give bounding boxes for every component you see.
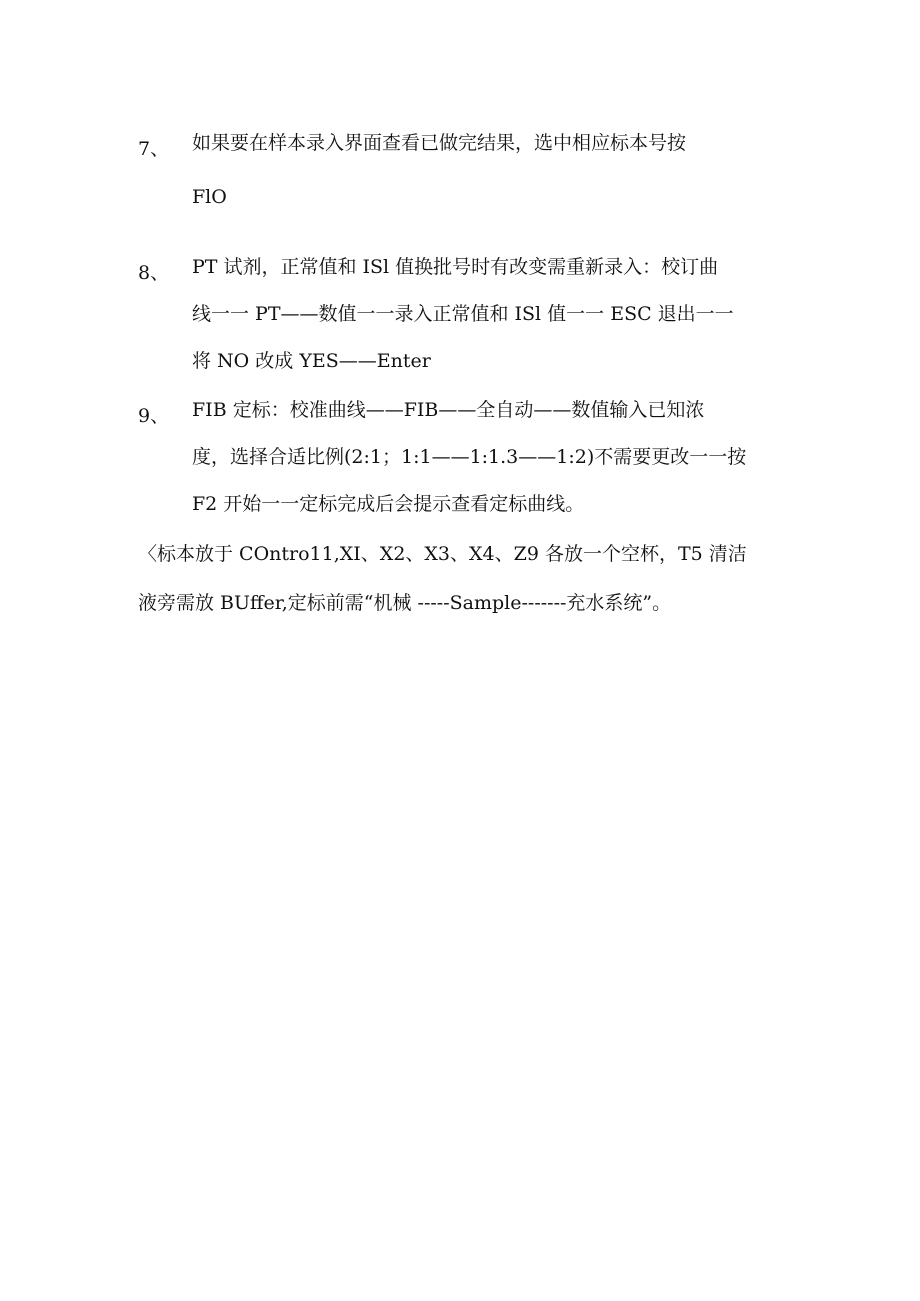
note-line: 〈标本放于 COntro11,XI、X2、X3、X4、Z9 各放一个空杯，T5 清洁 <box>138 543 747 565</box>
item-text-line: FlO <box>192 186 227 208</box>
item-number: 8、 <box>138 262 170 284</box>
item-text-line: 线一一 PT——数值一一录入正常值和 ISl 值一一 ESC 退出一一 <box>192 303 734 325</box>
item-number: 9、 <box>138 405 170 427</box>
item-text-line: FIB 定标：校准曲线——FIB——全自动——数值输入已知浓 <box>192 399 705 421</box>
item-text-line: 如果要在样本录入界面查看已做完结果，选中相应标本号按 <box>192 132 687 154</box>
note-line: 液旁需放 BUffer,定标前需“机械 -----Sample-------充水系统”。 <box>138 592 672 614</box>
item-text-line: 度，选择合适比例(2:1；1:1——1:1.3——1:2)不需要更改一一按 <box>192 446 747 468</box>
item-text-line: PT 试剂，正常值和 ISl 值换批号时有改变需重新录入：校订曲 <box>192 256 719 278</box>
item-text-line: 将 NO 改成 YES——Enter <box>192 350 431 372</box>
item-number: 7、 <box>138 138 170 160</box>
item-text-line: F2 开始一一定标完成后会提示查看定标曲线。 <box>192 493 585 515</box>
